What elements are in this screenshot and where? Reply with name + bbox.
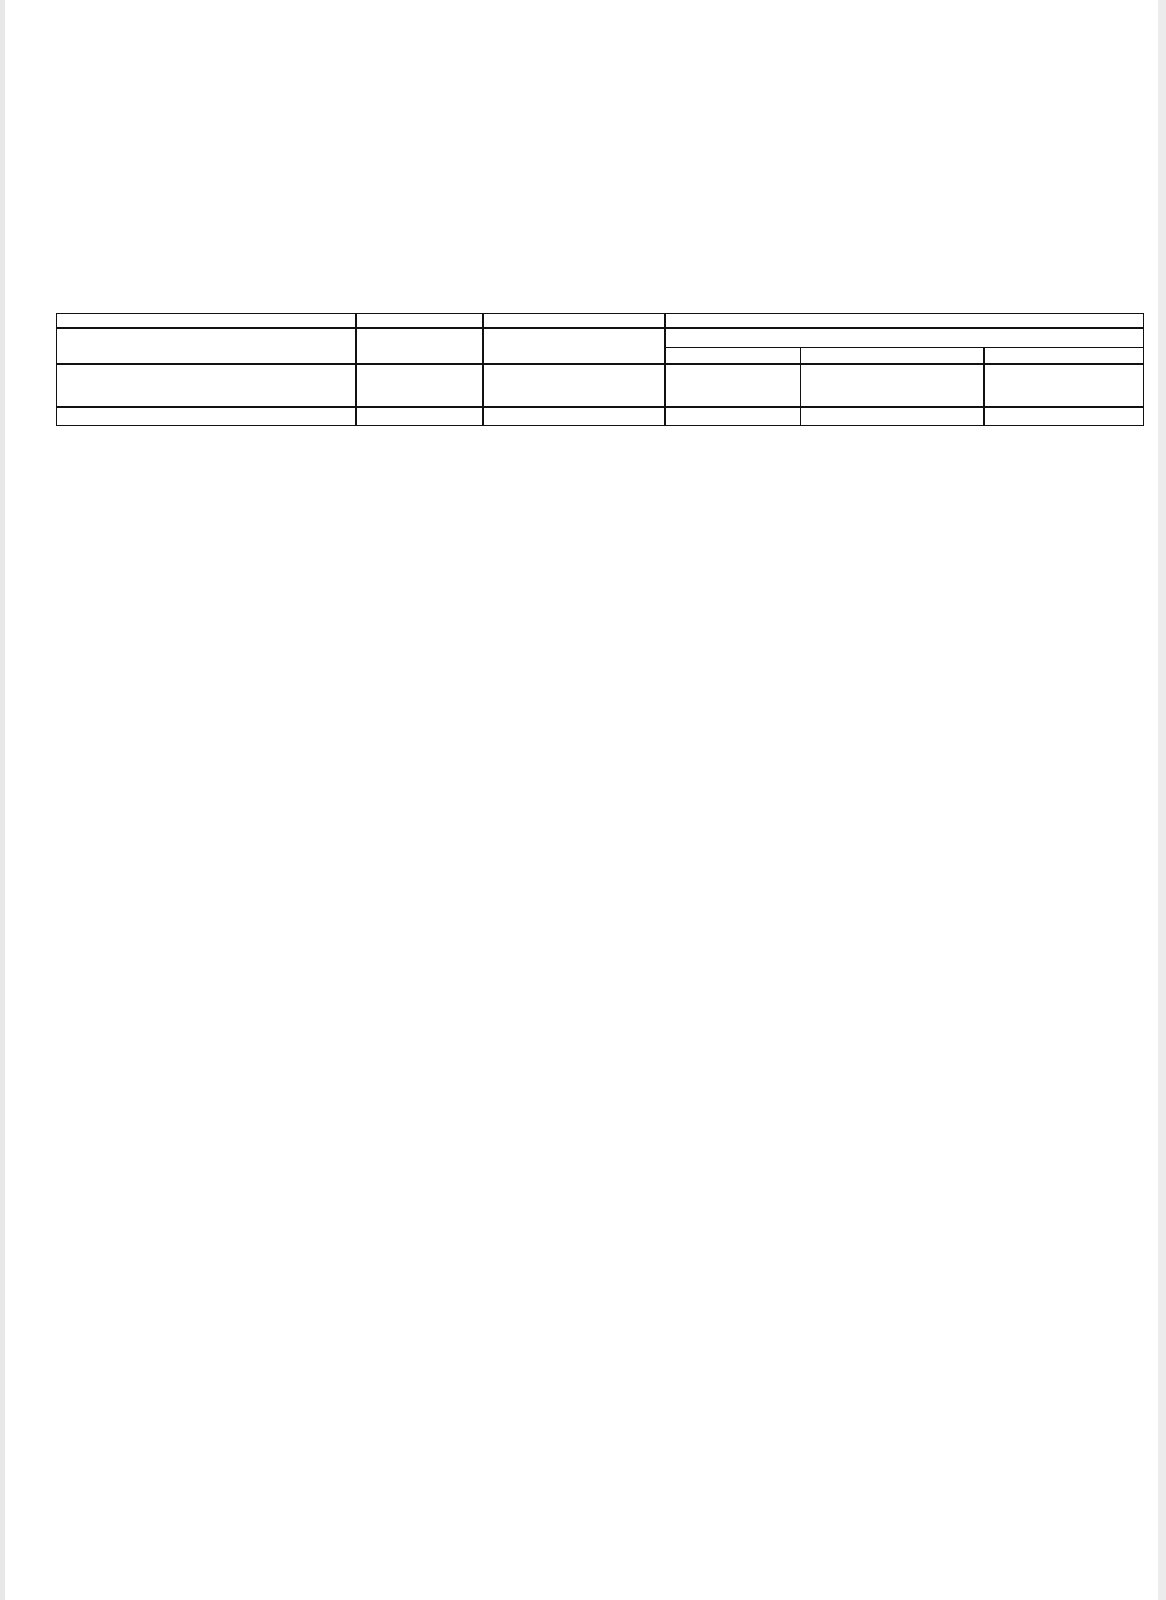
header-en590 bbox=[665, 348, 801, 364]
en590-method-cell bbox=[665, 364, 801, 407]
characteristic-cell bbox=[57, 364, 356, 407]
header-astm-stand bbox=[984, 348, 1144, 364]
blank-cell bbox=[356, 314, 483, 328]
characteristic-cell bbox=[57, 407, 356, 426]
blank-cell bbox=[665, 314, 1144, 328]
blank-cell bbox=[57, 314, 356, 328]
limits-cell bbox=[483, 407, 665, 426]
page-edge-left bbox=[0, 0, 5, 1600]
astm-method-cell bbox=[984, 407, 1144, 426]
header-une-stand bbox=[801, 348, 984, 364]
blank-cell bbox=[483, 314, 665, 328]
units-cell bbox=[356, 407, 483, 426]
units-cell bbox=[356, 364, 483, 407]
table-row bbox=[57, 407, 1144, 426]
page-edge-right bbox=[1158, 0, 1166, 1600]
header-characteristics bbox=[57, 328, 356, 364]
header-units bbox=[356, 328, 483, 364]
table-row bbox=[57, 364, 1144, 407]
blank-header-row bbox=[57, 314, 1144, 328]
header-row bbox=[57, 328, 1144, 348]
une-method-cell bbox=[801, 407, 984, 426]
une-method-cell bbox=[801, 364, 984, 407]
limits-cell bbox=[483, 364, 665, 407]
en590-method-cell bbox=[665, 407, 801, 426]
specification-table bbox=[56, 313, 1144, 426]
header-limits bbox=[483, 328, 665, 364]
astm-method-cell bbox=[984, 364, 1144, 407]
header-test-methods bbox=[665, 328, 1144, 348]
